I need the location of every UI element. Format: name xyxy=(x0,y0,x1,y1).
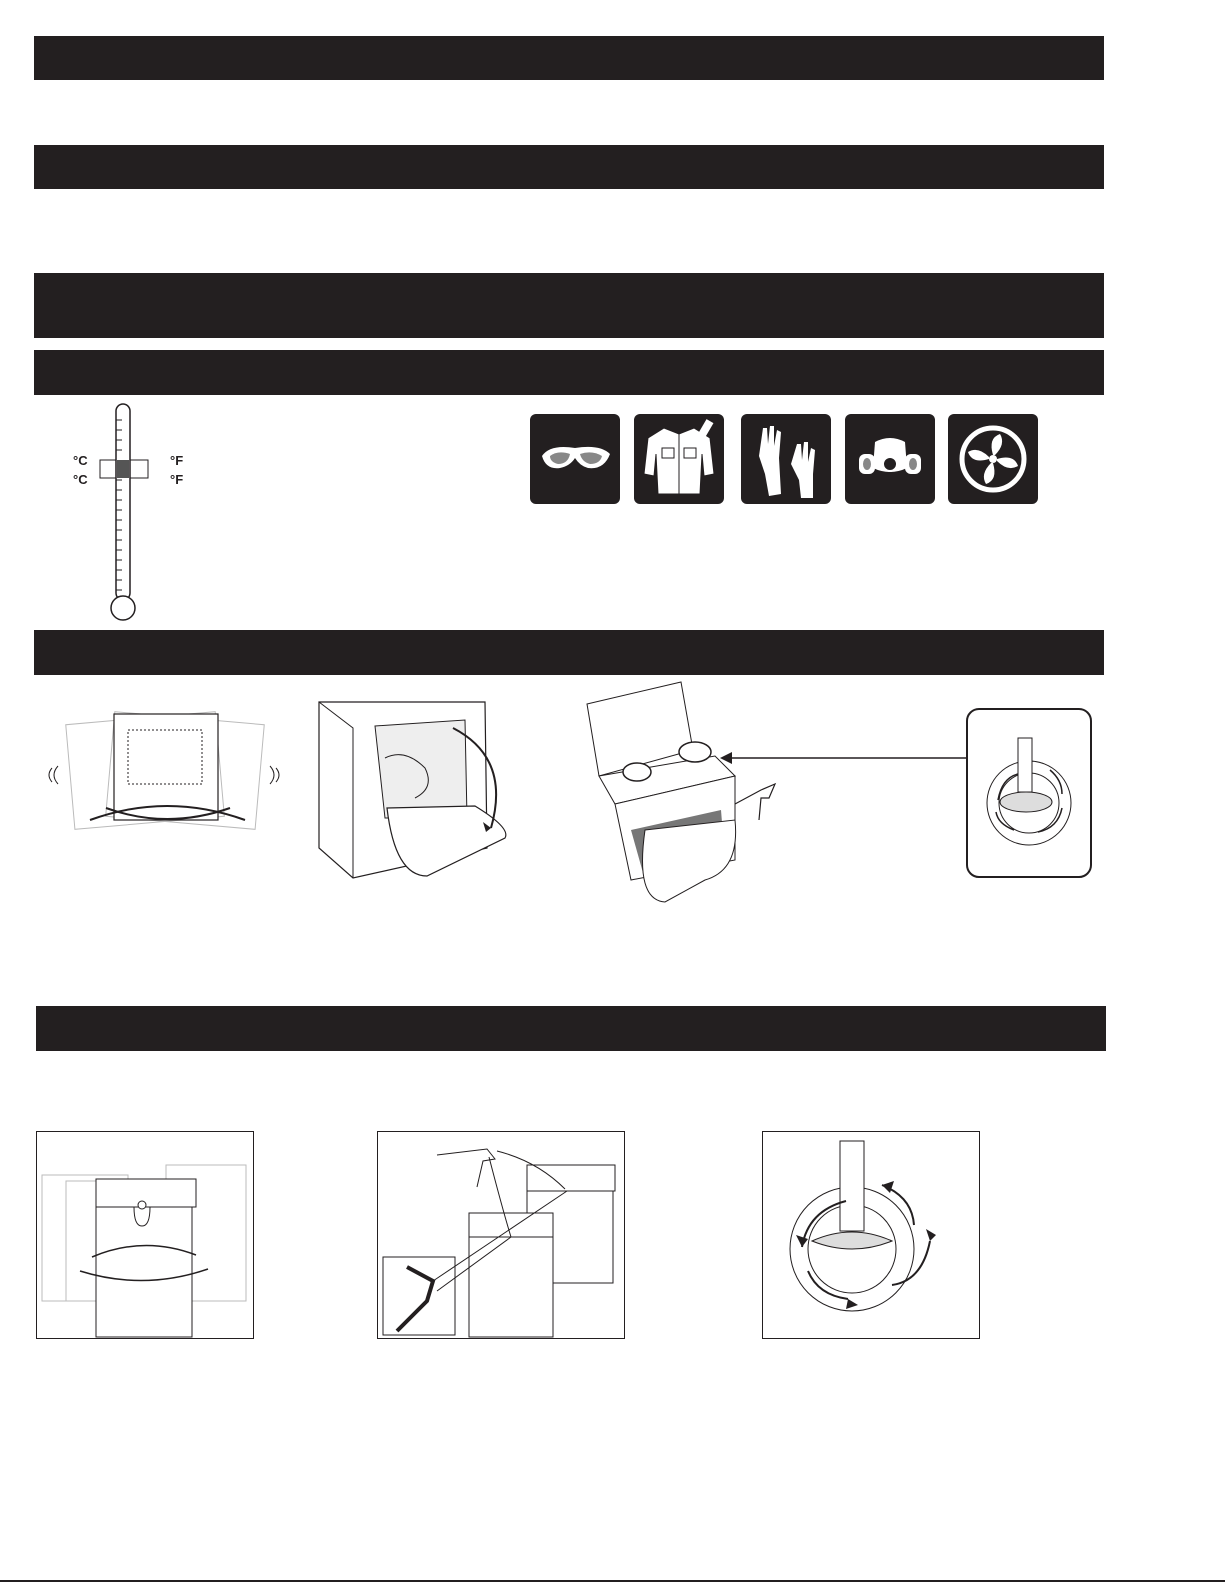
section-header-bar-5 xyxy=(34,630,1104,675)
thermometer-diagram xyxy=(60,400,210,625)
gloves-icon xyxy=(741,414,831,504)
gloves-tile xyxy=(741,414,831,504)
section-header-bar-3 xyxy=(34,273,1104,338)
section-header-bar-6 xyxy=(36,1006,1106,1051)
page-bottom-rule xyxy=(0,1580,1225,1582)
spray-setup-illustration xyxy=(585,680,825,905)
protective-clothing-icon xyxy=(634,414,724,504)
safety-glasses-tile xyxy=(530,414,620,504)
fahrenheit-upper-label: °F xyxy=(170,453,184,468)
celsius-upper-label: °C xyxy=(73,453,88,468)
safety-glasses-icon xyxy=(530,414,620,504)
respirator-tile xyxy=(845,414,935,504)
section-header-bar-2 xyxy=(34,145,1104,189)
shake-cans-panel xyxy=(36,1131,254,1339)
valve-rotate-panel xyxy=(762,1131,980,1339)
shake-box-illustration xyxy=(50,700,285,830)
connect-hose-panel xyxy=(377,1131,625,1339)
respirator-icon xyxy=(845,414,935,504)
section-header-bar-4 xyxy=(34,350,1104,395)
fahrenheit-lower-label: °F xyxy=(170,472,184,487)
pointer-arrow xyxy=(720,748,970,768)
open-box-flap-illustration xyxy=(315,698,525,883)
valve-detail-inset xyxy=(966,708,1092,878)
protective-clothing-tile xyxy=(634,414,724,504)
thermometer-icon xyxy=(60,400,210,625)
celsius-lower-label: °C xyxy=(73,472,88,487)
ventilation-fan-icon xyxy=(948,414,1038,504)
ventilation-fan-tile xyxy=(948,414,1038,504)
section-header-bar-1 xyxy=(34,36,1104,80)
